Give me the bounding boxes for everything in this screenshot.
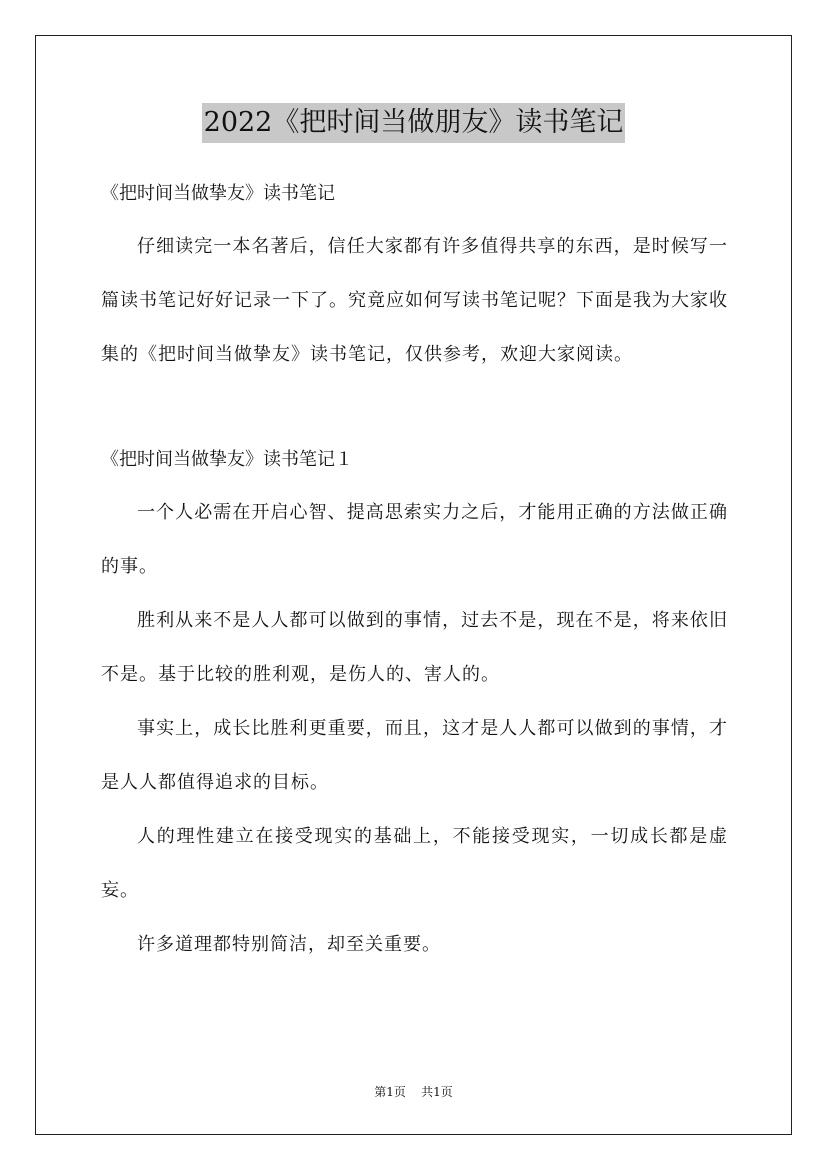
page-footer	[0, 1083, 827, 1101]
body-paragraph: 许多道理都特别简洁，却至关重要。	[137, 934, 441, 955]
title-container	[0, 103, 827, 143]
page-total: 共1页	[421, 1085, 453, 1099]
section-title: 《把时间当做挚友》读书笔记１	[101, 449, 353, 470]
body-paragraph: 胜利从来不是人人都可以做到的事情，过去不是，现在不是，将来依旧不是。基于比较的胜利观，是伤人的、害人的。	[101, 610, 728, 685]
document-subtitle: 《把时间当做挚友》读书笔记	[101, 183, 335, 204]
body-paragraph: 一个人必需在开启心智、提高思索实力之后，才能用正确的方法做正确的事。	[101, 502, 728, 577]
body-paragraph: 事实上，成长比胜利更重要，而且，这才是人人都可以做到的事情，才是人人都值得追求的目标。	[101, 718, 728, 793]
document-title: 2022《把时间当做朋友》读书笔记	[202, 103, 626, 143]
body-paragraph: 人的理性建立在接受现实的基础上，不能接受现实，一切成长都是虚妄。	[101, 826, 728, 901]
document-body	[101, 168, 728, 972]
intro-paragraph: 仔细读完一本名著后，信任大家都有许多值得共享的东西，是时候写一篇读书笔记好好记录一下了。究竟应如何写读书笔记呢？下面是我为大家收集的《把时间当做挚友》读书笔记，仅供参考，欢迎大家阅读。	[101, 236, 728, 365]
page-number: 第1页	[374, 1085, 406, 1099]
section-spacer	[101, 382, 728, 434]
